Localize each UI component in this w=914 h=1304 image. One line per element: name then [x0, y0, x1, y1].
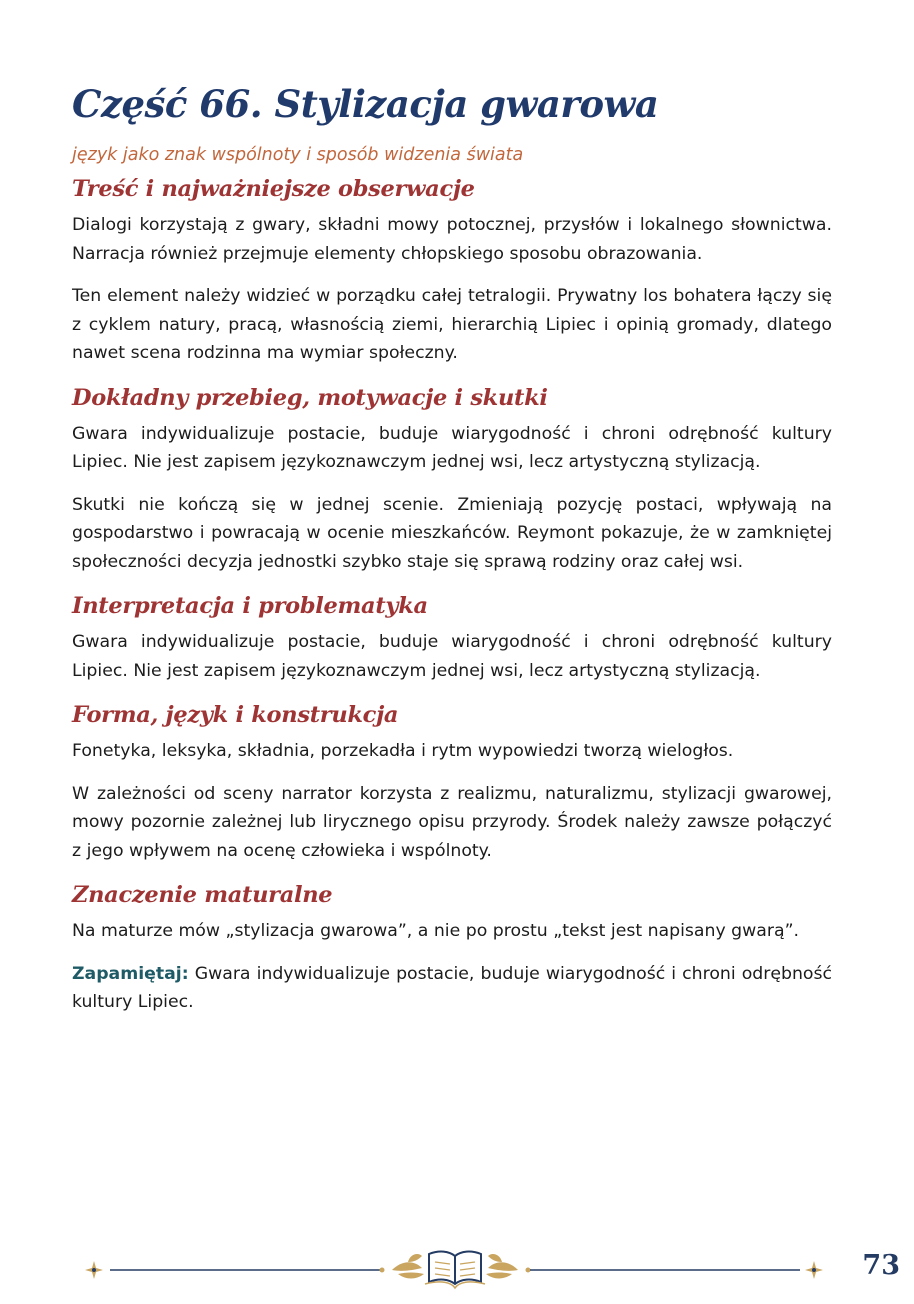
paragraph: Fonetyka, leksyka, składnia, porzekadła i rytm wypowiedzi tworzą wielogłos.: [72, 741, 734, 761]
paragraph: Dialogi korzystają z gwary, składni mowy potocznej, przysłów i lokalnego słownictwa. Narracja również przejmuje elementy chłopskiego sposobu obrazowania.: [72, 215, 832, 264]
section-heading: Dokładny przebieg, motywacje i skutki: [72, 384, 548, 411]
recall-label: Zapamiętaj:: [72, 963, 189, 984]
footer-ornament: [80, 1240, 830, 1296]
page-number: 73: [862, 1250, 900, 1281]
paragraph: Skutki nie kończą się w jednej scenie. Zmieniają pozycję postaci, wpływają na gospodarstwo i powracają w ocenie mieszkańców. Reymont pokazuje, że w zamkniętej społeczności decyzja jednostki szybko staje się sprawą rodziny oraz całej wsi.: [72, 494, 832, 572]
page-subtitle: język jako znak wspólnoty i sposób widzenia świata: [72, 145, 524, 165]
paragraph: Ten element należy widzieć w porządku całej tetralogii. Prywatny los bohatera łączy się z cyklem natury, pracą, własnością ziemi, hierarchią Lipiec i opinią gromady, dlatego nawet scena rodzinna ma wymiar społeczny.: [72, 286, 832, 363]
paragraph: Gwara indywidualizuje postacie, buduje wiarygodność i chroni odrębność kultury Lipiec. Nie jest zapisem językoznawczym jednej wsi, lecz artystyczną stylizacją.: [72, 632, 832, 681]
left-star-icon: [85, 1261, 103, 1279]
paragraph: W zależności od sceny narrator korzysta z realizmu, naturalizmu, stylizacji gwarowej, mowy pozornie zależnej lub lirycznego opisu przyrody. Środek należy zawsze połączyć z jego wpływem na ocenę człowieka i wspólnoty.: [72, 783, 832, 861]
section-heading: Znaczenie maturalne: [72, 882, 333, 908]
page-content: [72, 78, 832, 1031]
ornament-divider: [80, 1240, 830, 1296]
recall-text: Gwara indywidualizuje postacie, buduje wiarygodność i chroni odrębność kultury Lipiec.: [72, 963, 832, 1012]
paragraph: Gwara indywidualizuje postacie, buduje wiarygodność i chroni odrębność kultury Lipiec. Nie jest zapisem językoznawczym jednej wsi, lecz artystyczną stylizacją.: [72, 423, 832, 472]
page-title: Część 66. Stylizacja gwarowa: [72, 82, 659, 126]
recall-note: [72, 960, 832, 1017]
left-leaf-icon: [392, 1254, 424, 1279]
right-star-icon: [805, 1261, 823, 1279]
right-leaf-icon: [486, 1254, 518, 1279]
section-heading: Interpretacja i problematyka: [72, 593, 428, 619]
section-heading: Treść i najważniejsze obserwacje: [72, 176, 475, 202]
paragraph: Na maturze mów „stylizacja gwarowa”, a nie po prostu „tekst jest napisany gwarą”.: [72, 921, 800, 941]
open-book-icon: [425, 1252, 485, 1288]
section-heading: Forma, język i konstrukcja: [72, 702, 399, 728]
